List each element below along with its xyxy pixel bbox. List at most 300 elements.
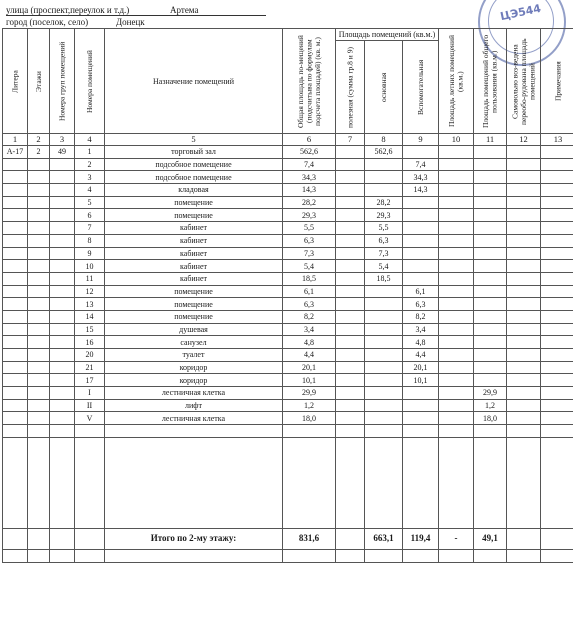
col-number: 9 — [403, 134, 439, 146]
cell-purpose: кабинет — [105, 260, 283, 273]
cell-etazh — [28, 349, 50, 362]
cell-common: 1,2 — [474, 399, 507, 412]
cell-etazh — [28, 399, 50, 412]
cell-useful — [336, 285, 365, 298]
table-row — [3, 209, 573, 222]
table-row — [3, 387, 573, 400]
cell-group — [50, 222, 75, 235]
cell-common — [474, 184, 507, 197]
cell-empty — [541, 310, 573, 323]
cell-total: 562,6 — [283, 146, 336, 159]
cell-group — [50, 298, 75, 311]
cell-common — [474, 234, 507, 247]
cell-empty — [507, 374, 541, 387]
table-row — [3, 272, 573, 285]
cell-common — [474, 349, 507, 362]
cell-litera — [3, 171, 28, 184]
cell-empty — [403, 549, 439, 562]
cell-empty — [507, 387, 541, 400]
cell-empty — [474, 437, 507, 528]
total-main: 663,1 — [365, 528, 403, 549]
cell-empty — [474, 425, 507, 438]
cell-empty — [507, 323, 541, 336]
cell-purpose: кабинет — [105, 272, 283, 285]
cell-purpose: кабинет — [105, 222, 283, 235]
total-aux: 119,4 — [403, 528, 439, 549]
cell-etazh — [28, 298, 50, 311]
cell-main — [365, 323, 403, 336]
cell-litera — [3, 272, 28, 285]
cell-empty — [541, 260, 573, 273]
cell-empty — [507, 272, 541, 285]
cell-aux — [403, 209, 439, 222]
cell-group — [50, 412, 75, 425]
cell-etazh — [28, 158, 50, 171]
cell-summer — [439, 323, 474, 336]
cell-total: 7,4 — [283, 158, 336, 171]
cell-common — [474, 171, 507, 184]
cell-common — [474, 310, 507, 323]
cell-room: 16 — [75, 336, 105, 349]
cell-summer — [439, 298, 474, 311]
cell-useful — [336, 336, 365, 349]
cell-empty — [541, 374, 573, 387]
cell-aux — [403, 272, 439, 285]
cell-room: 11 — [75, 272, 105, 285]
cell-total: 18,0 — [283, 412, 336, 425]
cell-litera — [3, 158, 28, 171]
cell-main — [365, 310, 403, 323]
cell-etazh — [28, 171, 50, 184]
cell-group — [50, 387, 75, 400]
cell-group — [50, 247, 75, 260]
cell-empty — [507, 412, 541, 425]
empty-row — [3, 425, 573, 438]
cell-total: 18,5 — [283, 272, 336, 285]
cell-empty — [365, 549, 403, 562]
col-notes-header: Примечания — [541, 29, 573, 134]
cell-empty — [541, 412, 573, 425]
cell-litera — [3, 387, 28, 400]
cell-empty — [541, 298, 573, 311]
cell-empty — [28, 425, 50, 438]
cell-total: 14,3 — [283, 184, 336, 197]
cell-useful — [336, 387, 365, 400]
cell-empty — [541, 387, 573, 400]
cell-aux: 4,8 — [403, 336, 439, 349]
cell-empty — [541, 528, 573, 549]
cell-etazh — [28, 247, 50, 260]
cell-empty — [541, 146, 573, 159]
cell-common — [474, 247, 507, 260]
cell-total: 29,3 — [283, 209, 336, 222]
cell-main — [365, 171, 403, 184]
cell-empty — [50, 437, 75, 528]
cell-room: 8 — [75, 234, 105, 247]
col-aux-header: Вспомогательная — [403, 41, 439, 134]
col-area-group-header: Площадь помещений (кв.м.) — [336, 29, 439, 41]
cell-group — [50, 196, 75, 209]
cell-summer — [439, 285, 474, 298]
cell-room: 20 — [75, 349, 105, 362]
cell-empty — [507, 310, 541, 323]
cell-aux: 7,4 — [403, 158, 439, 171]
cell-common — [474, 285, 507, 298]
cell-aux — [403, 399, 439, 412]
cell-empty — [3, 549, 28, 562]
cell-empty — [541, 272, 573, 285]
cell-empty — [541, 247, 573, 260]
cell-group — [50, 171, 75, 184]
cell-common — [474, 323, 507, 336]
cell-litera — [3, 310, 28, 323]
cell-purpose: помещение — [105, 196, 283, 209]
cell-empty — [403, 425, 439, 438]
table-row — [3, 222, 573, 235]
cell-empty — [541, 209, 573, 222]
cell-useful — [336, 146, 365, 159]
cell-empty — [507, 209, 541, 222]
cell-empty — [541, 336, 573, 349]
table-row — [3, 298, 573, 311]
cell-etazh — [28, 387, 50, 400]
cell-total: 3,4 — [283, 323, 336, 336]
cell-etazh — [28, 260, 50, 273]
cell-total: 4,4 — [283, 349, 336, 362]
cell-empty — [105, 549, 283, 562]
cell-summer — [439, 222, 474, 235]
cell-empty — [507, 549, 541, 562]
cell-group — [50, 374, 75, 387]
empty-row — [3, 437, 573, 528]
cell-aux — [403, 222, 439, 235]
cell-common — [474, 361, 507, 374]
cell-empty — [403, 437, 439, 528]
cell-aux — [403, 196, 439, 209]
table-row — [3, 310, 573, 323]
cell-main — [365, 184, 403, 197]
cell-group — [50, 158, 75, 171]
cell-useful — [336, 247, 365, 260]
cell-common — [474, 374, 507, 387]
cell-summer — [439, 247, 474, 260]
cell-aux — [403, 387, 439, 400]
cell-room: 13 — [75, 298, 105, 311]
cell-empty — [541, 349, 573, 362]
col-litera-header: Литера — [3, 29, 28, 134]
col-etazhi-header: Этажи — [28, 29, 50, 134]
table-row — [3, 323, 573, 336]
cell-empty — [507, 234, 541, 247]
cell-main — [365, 285, 403, 298]
cell-litera — [3, 349, 28, 362]
col-number: 3 — [50, 134, 75, 146]
cell-total: 1,2 — [283, 399, 336, 412]
col-number: 1 — [3, 134, 28, 146]
cell-useful — [336, 272, 365, 285]
cell-litera — [3, 196, 28, 209]
cell-main — [365, 158, 403, 171]
cell-total: 7,3 — [283, 247, 336, 260]
cell-empty — [283, 437, 336, 528]
cell-empty — [507, 399, 541, 412]
cell-empty — [336, 425, 365, 438]
table-row — [3, 260, 573, 273]
cell-summer — [439, 272, 474, 285]
cell-purpose: кабинет — [105, 234, 283, 247]
cell-useful — [336, 234, 365, 247]
cell-total: 28,2 — [283, 196, 336, 209]
cell-summer — [439, 260, 474, 273]
cell-common — [474, 158, 507, 171]
cell-purpose: помещение — [105, 285, 283, 298]
cell-empty — [507, 146, 541, 159]
cell-summer — [439, 234, 474, 247]
col-room-header: Номера помещений — [75, 29, 105, 134]
cell-main: 7,3 — [365, 247, 403, 260]
cell-room: 10 — [75, 260, 105, 273]
table-row — [3, 184, 573, 197]
cell-litera — [3, 298, 28, 311]
cell-purpose: помещение — [105, 209, 283, 222]
cell-empty — [28, 528, 50, 549]
cell-empty — [541, 323, 573, 336]
cell-etazh — [28, 285, 50, 298]
cell-litera — [3, 323, 28, 336]
cell-empty — [336, 549, 365, 562]
cell-litera — [3, 234, 28, 247]
cell-empty — [541, 234, 573, 247]
cell-empty — [365, 425, 403, 438]
cell-aux — [403, 412, 439, 425]
cell-etazh — [28, 374, 50, 387]
cell-useful — [336, 184, 365, 197]
cell-useful — [336, 361, 365, 374]
cell-main — [365, 298, 403, 311]
cell-empty — [439, 425, 474, 438]
cell-purpose: помещение — [105, 298, 283, 311]
cell-empty — [507, 222, 541, 235]
cell-etazh — [28, 412, 50, 425]
cell-empty — [507, 158, 541, 171]
table-row — [3, 234, 573, 247]
cell-group — [50, 361, 75, 374]
cell-total: 29,9 — [283, 387, 336, 400]
table-row — [3, 361, 573, 374]
cell-useful — [336, 349, 365, 362]
empty-row — [3, 549, 573, 562]
cell-empty — [3, 528, 28, 549]
col-number: 8 — [365, 134, 403, 146]
cell-common: 18,0 — [474, 412, 507, 425]
total-common: 49,1 — [474, 528, 507, 549]
table-row — [3, 349, 573, 362]
col-number: 5 — [105, 134, 283, 146]
street-label: улица (проспект,переулок и т.д.) — [6, 5, 130, 15]
table-row — [3, 158, 573, 171]
cell-room: 14 — [75, 310, 105, 323]
totals-row — [3, 528, 573, 549]
cell-summer — [439, 209, 474, 222]
cell-useful — [336, 399, 365, 412]
cell-total: 10,1 — [283, 374, 336, 387]
cell-aux: 4,4 — [403, 349, 439, 362]
table-row — [3, 374, 573, 387]
cell-room: 7 — [75, 222, 105, 235]
col-number: 4 — [75, 134, 105, 146]
cell-useful — [336, 260, 365, 273]
cell-common — [474, 272, 507, 285]
cell-empty — [541, 361, 573, 374]
cell-useful — [336, 310, 365, 323]
cell-litera — [3, 260, 28, 273]
cell-litera — [3, 222, 28, 235]
cell-room: 5 — [75, 196, 105, 209]
cell-empty — [541, 437, 573, 528]
col-common-header: Площадь помещений общего пользования (кв.м.) — [474, 29, 507, 134]
cell-room: II — [75, 399, 105, 412]
cell-etazh — [28, 336, 50, 349]
cell-group — [50, 349, 75, 362]
col-number: 10 — [439, 134, 474, 146]
cell-etazh — [28, 209, 50, 222]
table-row — [3, 247, 573, 260]
cell-summer — [439, 336, 474, 349]
total-summer: - — [439, 528, 474, 549]
cell-etazh — [28, 196, 50, 209]
cell-litera — [3, 285, 28, 298]
col-total-header: Общая площадь по-мещений (подсчитыва по формулам подсчета площадей) (кв. м.) — [283, 29, 336, 134]
total-label: Итого по 2-му этажу: — [105, 528, 283, 549]
cell-common — [474, 146, 507, 159]
col-number: 11 — [474, 134, 507, 146]
cell-total: 8,2 — [283, 310, 336, 323]
cell-group: 49 — [50, 146, 75, 159]
cell-summer — [439, 171, 474, 184]
cell-empty — [507, 260, 541, 273]
cell-aux: 14,3 — [403, 184, 439, 197]
cell-litera — [3, 399, 28, 412]
cell-main: 28,2 — [365, 196, 403, 209]
cell-empty — [507, 285, 541, 298]
cell-litera — [3, 336, 28, 349]
cell-empty — [507, 298, 541, 311]
cell-aux: 3,4 — [403, 323, 439, 336]
cell-summer — [439, 387, 474, 400]
cell-group — [50, 209, 75, 222]
cell-litera — [3, 184, 28, 197]
cell-empty — [3, 425, 28, 438]
cell-litera — [3, 374, 28, 387]
cell-total: 4,8 — [283, 336, 336, 349]
cell-aux: 10,1 — [403, 374, 439, 387]
cell-useful — [336, 374, 365, 387]
cell-etazh: 2 — [28, 146, 50, 159]
cell-empty — [50, 528, 75, 549]
cell-room: 2 — [75, 158, 105, 171]
cell-main: 18,5 — [365, 272, 403, 285]
cell-main — [365, 399, 403, 412]
cell-aux — [403, 146, 439, 159]
cell-total: 5,5 — [283, 222, 336, 235]
cell-empty — [474, 549, 507, 562]
cell-empty — [439, 437, 474, 528]
cell-empty — [75, 528, 105, 549]
cell-empty — [507, 336, 541, 349]
cell-room: 17 — [75, 374, 105, 387]
cell-empty — [105, 425, 283, 438]
cell-aux: 20,1 — [403, 361, 439, 374]
cell-total: 6,3 — [283, 298, 336, 311]
cell-empty — [541, 158, 573, 171]
col-number: 2 — [28, 134, 50, 146]
cell-summer — [439, 412, 474, 425]
cell-group — [50, 272, 75, 285]
cell-etazh — [28, 184, 50, 197]
cell-litera — [3, 412, 28, 425]
cell-empty — [439, 549, 474, 562]
cell-common — [474, 260, 507, 273]
cell-main — [365, 412, 403, 425]
cell-empty — [507, 425, 541, 438]
cell-useful — [336, 171, 365, 184]
cell-main — [365, 336, 403, 349]
cell-empty — [75, 437, 105, 528]
cell-litera — [3, 361, 28, 374]
cell-empty — [283, 425, 336, 438]
cell-room: 1 — [75, 146, 105, 159]
cell-common — [474, 298, 507, 311]
cell-empty — [541, 399, 573, 412]
cell-room: 3 — [75, 171, 105, 184]
street-value: Артема — [170, 5, 199, 15]
col-number: 12 — [507, 134, 541, 146]
cell-group — [50, 310, 75, 323]
cell-empty — [507, 184, 541, 197]
cell-litera: А-17 — [3, 146, 28, 159]
cell-purpose: помещение — [105, 310, 283, 323]
col-purpose-header: Назначение помещений — [105, 29, 283, 134]
cell-common — [474, 209, 507, 222]
cell-main: 29,3 — [365, 209, 403, 222]
cell-useful — [336, 196, 365, 209]
cell-common — [474, 196, 507, 209]
cell-purpose: душевая — [105, 323, 283, 336]
table-row — [3, 412, 573, 425]
cell-purpose: подсобное помещение — [105, 158, 283, 171]
total-total: 831,6 — [283, 528, 336, 549]
table-row — [3, 171, 573, 184]
cell-room: 12 — [75, 285, 105, 298]
cell-purpose: кладовая — [105, 184, 283, 197]
cell-room: 6 — [75, 209, 105, 222]
cell-empty — [28, 549, 50, 562]
cell-empty — [541, 184, 573, 197]
cell-purpose: коридор — [105, 361, 283, 374]
cell-empty — [336, 528, 365, 549]
cell-empty — [507, 247, 541, 260]
cell-empty — [336, 437, 365, 528]
cell-common — [474, 222, 507, 235]
cell-empty — [507, 528, 541, 549]
table-row — [3, 196, 573, 209]
cell-empty — [105, 437, 283, 528]
cell-useful — [336, 222, 365, 235]
cell-group — [50, 234, 75, 247]
cell-etazh — [28, 272, 50, 285]
cell-empty — [541, 425, 573, 438]
cell-main: 562,6 — [365, 146, 403, 159]
